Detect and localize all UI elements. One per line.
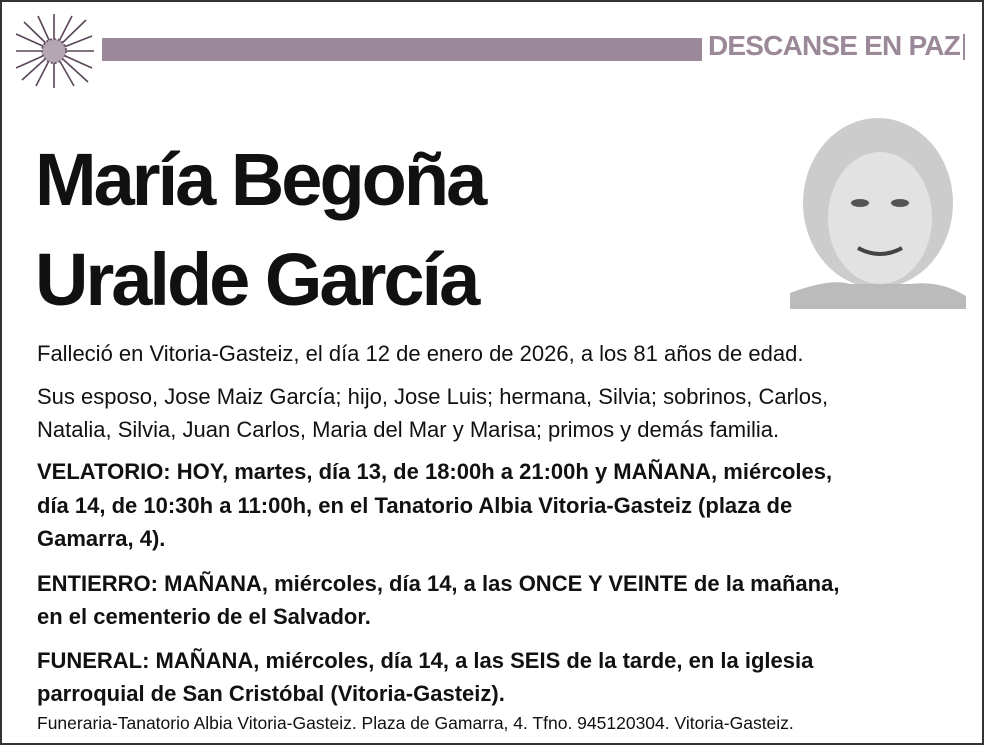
portrait-photo [790,108,966,309]
velatorio-line: Gamarra, 4). [37,526,166,551]
velatorio-line: VELATORIO: HOY, martes, día 13, de 18:00h a 21:00h y MAÑANA, miércoles, [37,459,833,484]
banner-title: DESCANSE EN PAZ [708,30,960,61]
death-notice: Falleció en Vitoria-Gasteiz, el día 12 de enero de 2026, a los 81 años de edad. [37,341,804,366]
banner-divider [963,34,965,60]
family-line: Sus esposo, Jose Maiz García; hijo, Jose Luis; hermana, Silvia; sobrinos, Carlos, [37,384,829,409]
funeral-line: parroquial de San Cristóbal (Vitoria-Gasteiz). [37,681,505,706]
deceased-name-line2: Uralde García [35,238,478,321]
header-bar [102,38,702,61]
funeral-line: FUNERAL: MAÑANA, miércoles, día 14, a las SEIS de la tarde, en la iglesia [37,648,814,673]
velatorio-line: día 14, de 10:30h a 11:00h, en el Tanatorio Albia Vitoria-Gasteiz (plaza de [37,493,793,518]
entierro-line: ENTIERRO: MAÑANA, miércoles, día 14, a las ONCE Y VEINTE de la mañana, [37,571,840,596]
funeral-home-footer: Funeraria-Tanatorio Albia Vitoria-Gasteiz. Plaza de Gamarra, 4. Tfno. 945120304. Vitoria-Gasteiz. [37,713,794,733]
entierro-line: en el cementerio de el Salvador. [37,604,371,629]
family-line: Natalia, Silvia, Juan Carlos, Maria del Mar y Marisa; primos y demás familia. [37,417,780,442]
thistle-flower-icon [12,12,96,90]
deceased-name-line1: María Begoña [35,138,485,221]
